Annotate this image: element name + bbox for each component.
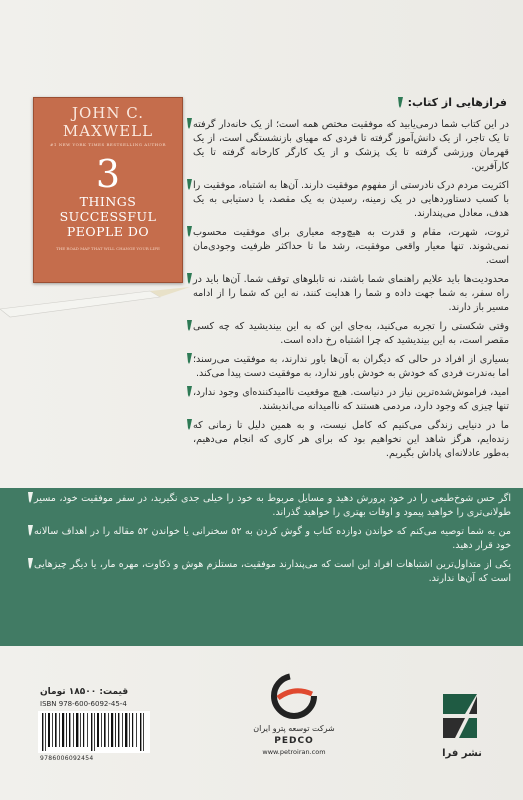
pen-icon [186, 273, 193, 284]
quotes-column [179, 118, 509, 466]
pen-icon [186, 226, 193, 237]
pen-icon [186, 419, 193, 430]
pen-icon [186, 118, 193, 129]
pedco-name-fa: شرکت توسعه پترو ایران [253, 724, 335, 733]
band-quote-text: اگر حس شوخ‌طبعی را در خود پرورش دهید و مسایل مربوط به خود را خیلی جدی نگیرید، در سفر موفقیت خود، مسیر طولانی‌تری را خواهید پیمود و اوقات بهتری را خواهید گذراند. [34, 493, 511, 518]
pen-icon [397, 97, 404, 108]
quote-item [179, 386, 509, 414]
cover-title-line: THINGS [79, 194, 137, 209]
quote-item [179, 273, 509, 315]
quote-text: محدودیت‌ها باید علایم راهنمای شما باشند، نه تابلوهای توقف شما. آن‌ها باید در راه سفر، به شما جهت داده و شما را هدایت کنند، نه این که شما را از ادامه مسیر باز دارند. [193, 274, 509, 313]
band-quotes [20, 492, 511, 591]
pen-icon [186, 386, 193, 397]
pen-icon [186, 353, 193, 364]
quote-item [179, 118, 509, 174]
pedco-logo [262, 668, 326, 732]
section-heading [393, 96, 507, 109]
pen-icon [27, 558, 34, 569]
pedco-website: www.petroiran.com [262, 748, 326, 756]
heading-text: فرازهایی از کتاب: [407, 96, 507, 109]
quote-item [179, 179, 509, 221]
cover-number: 3 [95, 152, 121, 196]
barcode [38, 711, 150, 753]
quote-item [179, 226, 509, 268]
pen-icon [186, 179, 193, 190]
quote-item [179, 419, 509, 461]
quote-item [179, 320, 509, 348]
band-quote-text: من به شما توصیه می‌کنم که خواندن دوازده کتاب و گوش کردن به ۵۲ سخنرانی یا خواندن ۵۲ مقاله را در اهداف سالانه خود قرار دهید. [34, 526, 511, 551]
price-label: قیمت: ۱۸۵۰۰ تومان [40, 687, 129, 697]
quote-text: ما در دنیایی زندگی می‌کنیم که کامل نیست، و به همین دلیل تا زمانی که زنده‌ایم، هرگز شاهد این نخواهیم بود که برای هر کاری که انجام می‌دهیم، به‌طور عادلانه‌ای پاداش بگیریم. [193, 420, 509, 459]
quote-text: بسیاری از افراد در حالی که دیگران به آن‌ها باور ندارند، به موفقیت می‌رسند؛ اما به‌ندرت فردی که خودش به خودش باور ندارد، به موفقیت دست پیدا می‌کند. [193, 354, 509, 379]
band-quote-item [20, 492, 511, 520]
book-cover-thumbnail [33, 97, 183, 283]
band-quote-item [20, 525, 511, 553]
pen-icon [27, 525, 34, 536]
quote-text: وقتی شکستی را تجربه می‌کنید، به‌جای این که به این بیندیشید که چه کسی مقصر است، به این بیندیشید که چرا اشتباه رخ داده است. [193, 321, 509, 346]
cover-blurb: #1 NEW YORK TIMES BESTSELLING AUTHOR [50, 142, 166, 147]
quote-text: امید، فراموش‌شده‌ترین نیاز در دنیاست. هیچ موقعیت ناامیدکننده‌ای وجود ندارد، تنها چیزی که وجود دارد، مردمی هستند که ناامیدانه می‌اندیشند. [193, 387, 509, 412]
publisher-name: نشر فرا [442, 748, 482, 759]
cover-title-line: SUCCESSFUL [59, 209, 157, 224]
cover-title-line: PEOPLE DO [66, 224, 150, 239]
cover-author: JOHN C. MAXWELL [62, 104, 154, 140]
cover-title [38, 194, 178, 239]
isbn-label: ISBN 978-600-6092-45-4 [40, 700, 127, 708]
pen-icon [186, 320, 193, 331]
quote-item [179, 353, 509, 381]
pen-icon [27, 492, 34, 503]
quote-text: ثروت، شهرت، مقام و قدرت به هیچ‌وجه معیاری برای موفقیت محسوب نمی‌شوند. تنها معیار واقعی موفقیت، رشد ما تا حداکثر ظرفیت وجودی‌مان است. [193, 227, 509, 266]
cover-subtitle: THE ROAD MAP THAT WILL CHANGE YOUR LIFE [56, 246, 160, 251]
band-quote-text: یکی از متداول‌ترین اشتباهات افراد این است که می‌پندارند موفقیت، مستلزم هوش و ذکاوت، مهره مار، یا دیگر چیزهایی است که آن‌ها ندارند. [34, 559, 511, 584]
quote-text: اکثریت مردم درک نادرستی از مفهوم موفقیت دارند. آن‌ها به اشتباه، موفقیت را با کسب دستاوردهایی در یک زمینه، رسیدن به یک مقصد، یا دستیابی به یک هدف، معادل می‌پندارند. [193, 180, 509, 219]
pedco-name-en: PEDCO [274, 736, 314, 746]
band-quote-item [20, 558, 511, 586]
quote-text: در این کتاب شما درمی‌یابید که موفقیت مختص همه است؛ از یک خانه‌دار گرفته تا یک تاجر، از یک دانش‌آموز گرفته تا فردی که مهیای بازنشستگی است، از یک قهرمان ورزشی گرفته تا یک پزشک و از یک کارگر کارخانه گرفته تا یک کارآفرین. [193, 119, 509, 172]
pencil-decoration [0, 285, 200, 325]
barcode-number: 9786006092454 [40, 755, 94, 762]
publisher-logo [435, 690, 485, 742]
